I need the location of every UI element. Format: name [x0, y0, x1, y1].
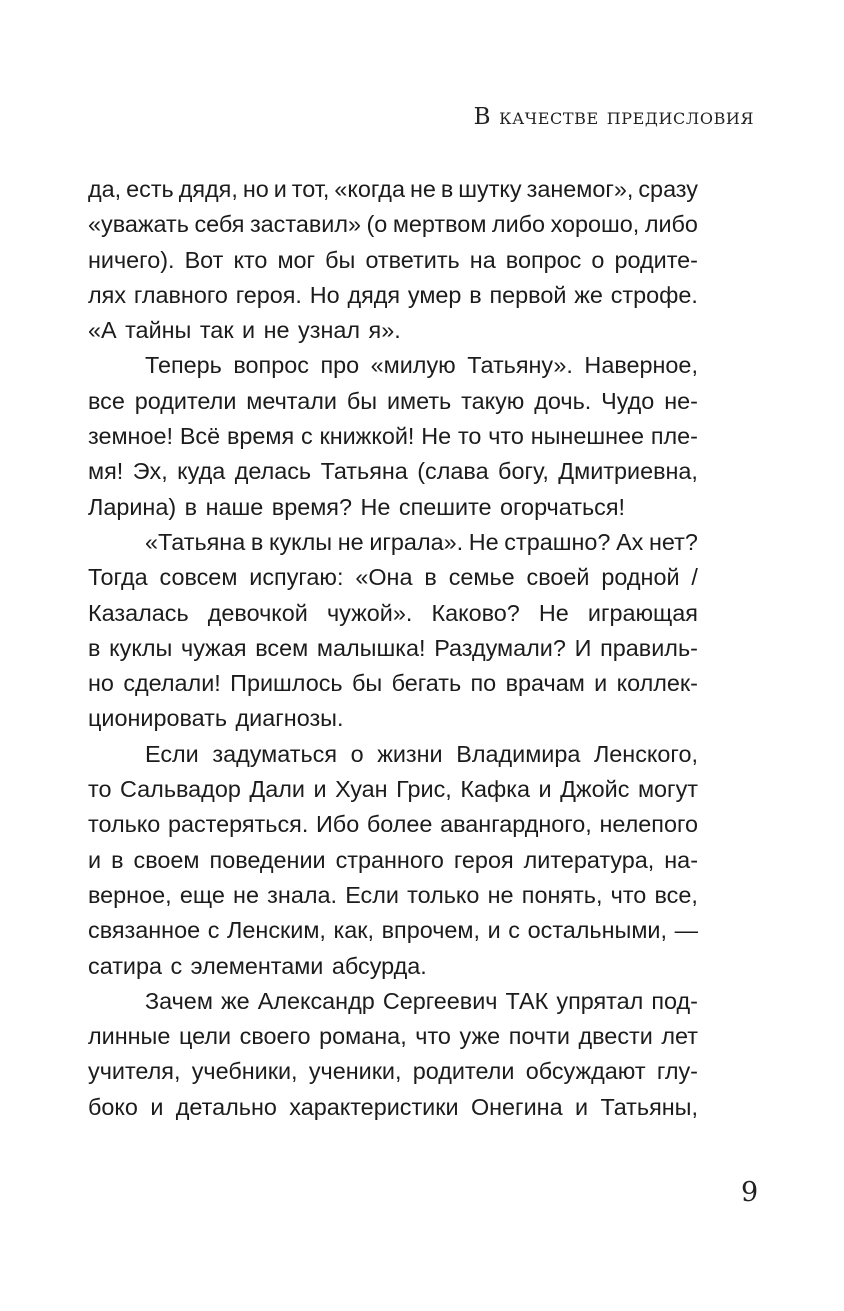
word: книжкой! — [319, 423, 415, 450]
word: Владимира — [456, 740, 581, 767]
word: бы — [346, 387, 378, 414]
word: лет — [661, 1023, 698, 1050]
word: Раздумали? — [434, 634, 566, 661]
word: Онегина — [470, 1093, 563, 1120]
word: шутку — [458, 176, 522, 202]
word: не — [233, 881, 259, 908]
word: не- — [664, 387, 698, 414]
word: что — [415, 1023, 451, 1050]
word: но — [88, 670, 114, 697]
word: своего — [239, 1023, 311, 1050]
word: Зачем — [145, 987, 213, 1014]
word: мя! — [88, 458, 124, 485]
text-line — [88, 348, 698, 383]
word: дядя, — [178, 176, 238, 202]
word: и — [487, 917, 501, 944]
text-line — [88, 384, 698, 419]
text-line — [88, 984, 698, 1019]
word: про — [320, 352, 360, 379]
word: Каково? — [431, 599, 520, 626]
word: Александр — [257, 987, 375, 1014]
word: правиль- — [600, 634, 698, 661]
word: и — [594, 670, 608, 697]
word: глу- — [656, 1058, 698, 1085]
word: себя — [194, 211, 245, 238]
word: с — [300, 423, 313, 450]
word: Татьяну». — [467, 352, 573, 379]
word: Казалась — [88, 599, 189, 626]
word: уже — [459, 1023, 501, 1050]
word: линные — [88, 1023, 171, 1050]
text-line — [88, 772, 698, 807]
word: и — [574, 1093, 589, 1120]
word: и — [88, 846, 102, 873]
word: Хуан — [335, 776, 388, 803]
word: лях — [88, 281, 127, 308]
word: только — [407, 881, 480, 908]
word: либо — [491, 211, 546, 238]
word: родите- — [614, 246, 698, 273]
word: детально — [175, 1093, 277, 1120]
word: ученики, — [308, 1058, 402, 1085]
text-line — [88, 172, 698, 207]
word: пле- — [650, 423, 698, 450]
word: чужая — [181, 634, 247, 661]
word: цели — [178, 1023, 232, 1050]
word: умер — [407, 281, 462, 308]
word: своем — [133, 846, 200, 873]
text-line — [88, 560, 698, 595]
word: куклы — [268, 528, 333, 555]
word: либо — [644, 211, 698, 238]
word: нынешнее — [530, 423, 645, 450]
word: жизни — [377, 740, 443, 767]
word: хорошо, — [550, 211, 640, 238]
word: что — [488, 423, 524, 450]
text-line — [88, 843, 698, 878]
word: бегать — [391, 670, 462, 697]
word: не — [487, 881, 514, 908]
word: строфе. — [610, 281, 698, 308]
word: совсем — [159, 564, 238, 591]
word: Ибо — [315, 811, 360, 838]
word: семье — [448, 564, 515, 591]
text-line — [88, 525, 698, 560]
text-line — [88, 807, 698, 842]
word: учителя, — [88, 1058, 181, 1085]
word: «уважать — [88, 211, 189, 238]
word: тот, — [291, 176, 330, 202]
word: ТАК — [505, 987, 549, 1014]
word: по — [470, 670, 497, 697]
word: нелепого — [599, 811, 698, 838]
word: своей — [526, 564, 590, 591]
text-line — [88, 243, 698, 278]
word: Но — [309, 281, 340, 308]
word: почти — [508, 1023, 570, 1050]
word: Сальвадор — [120, 776, 241, 803]
text-line — [88, 666, 698, 701]
word: и — [538, 776, 552, 803]
word: время — [226, 423, 295, 450]
word: авангардного, — [440, 811, 592, 838]
text-line — [88, 1054, 698, 1089]
word: (слава — [417, 458, 489, 485]
word: куда — [177, 458, 226, 485]
word: есть — [126, 176, 174, 202]
word: богу, — [498, 458, 549, 485]
word: Вот — [184, 246, 224, 273]
word: Пришлось — [230, 670, 343, 697]
word: характеристики — [289, 1093, 459, 1120]
word: дядя — [347, 281, 401, 308]
word: всем — [255, 634, 309, 661]
word: сделали! — [123, 670, 221, 697]
word: «милую — [370, 352, 456, 379]
text-line: Ларина) в наше время? Не спешите огорчаться! — [88, 493, 625, 520]
word: растеряться. — [167, 811, 309, 838]
word: играла». — [369, 528, 464, 555]
word: не — [337, 528, 364, 555]
word: мертвом — [392, 211, 487, 238]
text-line — [88, 1090, 698, 1125]
word: мечтали — [246, 387, 337, 414]
word: занемог», — [526, 176, 634, 202]
word: то — [88, 776, 112, 803]
word: Не — [421, 423, 452, 450]
text-line: ционировать диагнозы. — [88, 705, 344, 732]
word: страшно? — [504, 528, 611, 555]
word: странного — [335, 846, 444, 873]
text-line: сатира с элементами абсурда. — [88, 952, 427, 979]
word: в — [88, 634, 101, 661]
word: мог — [277, 246, 316, 273]
word: ответить — [365, 246, 460, 273]
word: о — [350, 740, 364, 767]
word: в — [250, 528, 264, 555]
word: заставил» — [249, 211, 361, 238]
word: Ах — [616, 528, 644, 555]
word: «Она — [355, 564, 413, 591]
word: еще — [179, 881, 225, 908]
word: И — [574, 634, 592, 661]
word: Эх, — [132, 458, 168, 485]
word: Татьяна — [320, 458, 408, 485]
word: да, — [88, 176, 122, 202]
text-line — [88, 1019, 698, 1054]
text-line — [88, 878, 698, 913]
word: родители — [412, 1058, 515, 1085]
word: задуматься — [212, 740, 337, 767]
word: Сергеевич — [382, 987, 498, 1014]
word: верное, — [88, 881, 172, 908]
word: понять, — [521, 881, 603, 908]
word: связанное — [88, 917, 201, 944]
word: бы — [351, 670, 383, 697]
word: Ленским, — [227, 917, 326, 944]
word: Татьяны, — [600, 1093, 698, 1120]
word: малышка! — [316, 634, 426, 661]
word: вопрос — [233, 352, 309, 379]
word: «Татьяна — [145, 528, 246, 555]
word: на- — [664, 846, 698, 873]
word: главного — [133, 281, 228, 308]
word: литература, — [523, 846, 655, 873]
word: нет? — [649, 528, 698, 555]
word: / — [691, 564, 698, 591]
word: что — [610, 881, 647, 908]
running-head: В качестве предисловия — [473, 104, 754, 130]
word: в — [440, 176, 454, 202]
word: вопрос — [505, 246, 582, 273]
word: первой — [489, 281, 567, 308]
word: играющая — [587, 599, 698, 626]
text-line — [88, 207, 698, 242]
word: о — [591, 246, 605, 273]
word: более — [366, 811, 433, 838]
word: такую — [461, 387, 525, 414]
text-line — [88, 454, 698, 489]
word: Не — [538, 599, 569, 626]
word: бы — [325, 246, 356, 273]
word: остальными, — [527, 917, 667, 944]
word: Чудо — [601, 387, 655, 414]
word: с — [508, 917, 520, 944]
word: поведении — [209, 846, 326, 873]
word: в — [469, 281, 482, 308]
word: Кафка — [460, 776, 530, 803]
word: кто — [233, 246, 268, 273]
word: Если — [345, 881, 399, 908]
word: и — [313, 776, 327, 803]
text-line: «А тайны так и не узнал я». — [88, 317, 401, 344]
word: и — [273, 176, 287, 202]
word: куклы — [109, 634, 173, 661]
text-line — [88, 596, 698, 631]
word: Джойс — [560, 776, 630, 803]
word: но — [242, 176, 269, 202]
word: коллек- — [616, 670, 698, 697]
word: девочкой — [207, 599, 308, 626]
word: же — [574, 281, 603, 308]
word: дочь. — [534, 387, 592, 414]
word: на — [469, 246, 496, 273]
body-text — [88, 172, 698, 1125]
word: врачам — [505, 670, 585, 697]
word: Дали — [249, 776, 305, 803]
word: Грис, — [396, 776, 452, 803]
word: могут — [637, 776, 698, 803]
text-line — [88, 419, 698, 454]
word: Наверное, — [584, 352, 698, 379]
word: героя — [453, 846, 514, 873]
word: Не — [468, 528, 499, 555]
word: Всё — [179, 423, 221, 450]
word: впрочем, — [381, 917, 480, 944]
word: делась — [234, 458, 312, 485]
text-line — [88, 913, 698, 948]
word: Если — [145, 740, 199, 767]
word: героя. — [235, 281, 302, 308]
word: в — [111, 846, 124, 873]
word: то — [457, 423, 482, 450]
word: чужой». — [326, 599, 413, 626]
word: Теперь — [145, 352, 222, 379]
word: родители — [134, 387, 237, 414]
word: не — [409, 176, 436, 202]
text-line — [88, 278, 698, 313]
word: испугаю: — [249, 564, 344, 591]
word: иметь — [386, 387, 452, 414]
word: же — [220, 987, 250, 1014]
word: в — [424, 564, 437, 591]
word: и — [150, 1093, 164, 1120]
word: все, — [654, 881, 698, 908]
word: «когда — [334, 176, 405, 202]
word: с — [207, 917, 220, 944]
word: родной — [601, 564, 680, 591]
word: знала. — [267, 881, 337, 908]
word: ничего). — [88, 246, 175, 273]
word: боко — [88, 1093, 138, 1120]
page-number: 9 — [741, 1177, 759, 1208]
word: Дмитриевна, — [558, 458, 698, 485]
word: Тогда — [88, 564, 148, 591]
word: только — [88, 811, 161, 838]
word: земное! — [88, 423, 173, 450]
word: обсуждают — [525, 1058, 646, 1085]
word: учебники, — [191, 1058, 298, 1085]
word: двести — [578, 1023, 653, 1050]
word: упрятал — [556, 987, 644, 1014]
word: Ленского, — [593, 740, 698, 767]
text-line — [88, 631, 698, 666]
text-line — [88, 737, 698, 772]
word: (о — [366, 211, 388, 238]
word: сразу — [638, 176, 698, 202]
word: все — [88, 387, 125, 414]
word: как, — [333, 917, 375, 944]
word: под- — [651, 987, 698, 1014]
word: — — [674, 917, 698, 944]
word: романа, — [319, 1023, 407, 1050]
